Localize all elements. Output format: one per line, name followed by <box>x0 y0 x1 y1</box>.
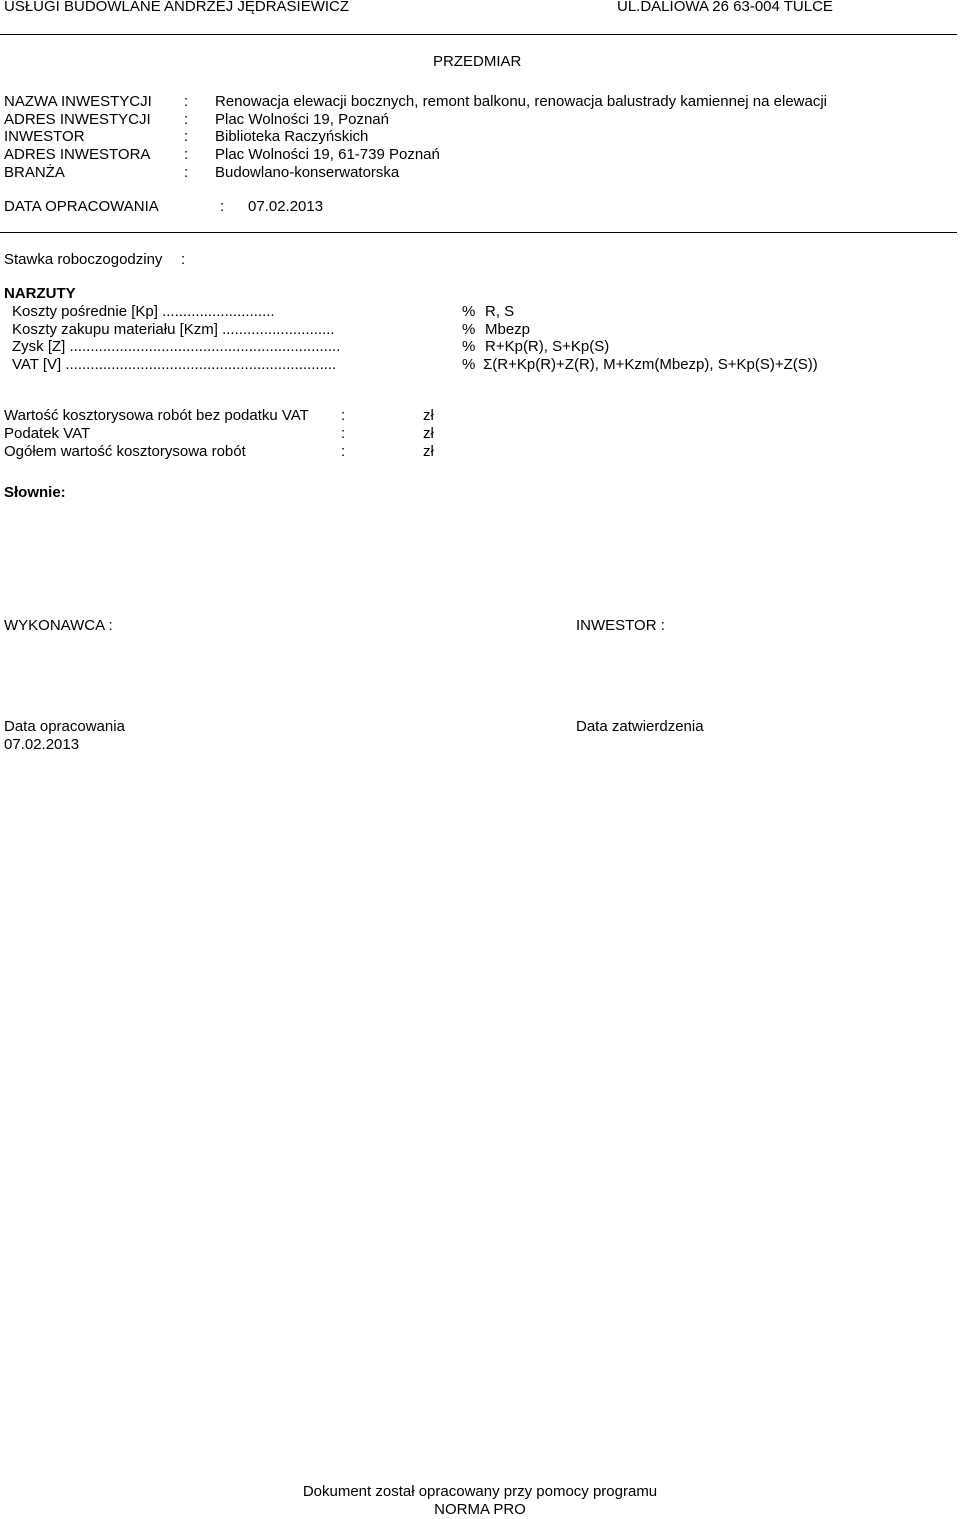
investor-label: INWESTOR : <box>576 617 665 634</box>
company-address: UL.DALIOWA 26 63-004 TULCE <box>617 0 833 15</box>
narzut-percent: % <box>462 338 476 355</box>
narzut-label: Koszty pośrednie [Kp] ........................... <box>12 303 275 320</box>
total-unit: zł <box>423 407 434 424</box>
info-label: INWESTOR <box>4 128 85 145</box>
info-separator: : <box>184 146 189 163</box>
narzut-percent: % <box>462 356 476 373</box>
narzut-label: VAT [V] ................................................................. <box>12 356 337 373</box>
footer-line: Dokument został opracowany przy pomocy programu <box>302 1483 658 1500</box>
date-divider <box>0 232 957 233</box>
date-separator: : <box>220 198 225 215</box>
total-separator: : <box>341 407 346 424</box>
info-separator: : <box>184 93 189 110</box>
prepared-date-value: 07.02.2013 <box>4 736 80 753</box>
narzut-label: Koszty zakupu materiału [Kzm] ........................... <box>12 321 335 338</box>
info-value: Plac Wolności 19, 61-739 Poznań <box>215 146 440 163</box>
document-title: PRZEDMIAR <box>433 53 522 70</box>
contractor-label: WYKONAWCA : <box>4 617 113 634</box>
approved-date-label: Data zatwierdzenia <box>576 718 704 735</box>
narzut-base: R+Kp(R), S+Kp(S) <box>485 338 610 355</box>
info-label: NAZWA INWESTYCJI <box>4 93 152 110</box>
info-value: Biblioteka Raczyńskich <box>215 128 369 145</box>
narzut-base: Σ(R+Kp(R)+Z(R), M+Kzm(Mbezp), S+Kp(S)+Z(S)) <box>483 356 818 373</box>
total-unit: zł <box>423 425 434 442</box>
amount-in-words-label: Słownie: <box>4 484 66 501</box>
total-unit: zł <box>423 443 434 460</box>
prepared-date-label: Data opracowania <box>4 718 125 735</box>
info-label: ADRES INWESTYCJI <box>4 111 151 128</box>
rate-separator: : <box>181 251 186 268</box>
total-label: Podatek VAT <box>4 425 91 442</box>
rate-label: Stawka roboczogodziny <box>4 251 163 268</box>
total-label: Ogółem wartość kosztorysowa robót <box>4 443 246 460</box>
info-value: Budowlano-konserwatorska <box>215 164 400 181</box>
narzut-base: R, S <box>485 303 515 320</box>
info-value: Plac Wolności 19, Poznań <box>215 111 389 128</box>
date-value: 07.02.2013 <box>248 198 324 215</box>
date-label: DATA OPRACOWANIA <box>4 198 159 215</box>
info-label: ADRES INWESTORA <box>4 146 151 163</box>
narzut-label: Zysk [Z] ................................................................. <box>12 338 341 355</box>
info-separator: : <box>184 164 189 181</box>
info-separator: : <box>184 111 189 128</box>
narzut-base: Mbezp <box>485 321 531 338</box>
total-separator: : <box>341 443 346 460</box>
narzuty-title: NARZUTY <box>4 285 76 302</box>
info-value: Renowacja elewacji bocznych, remont balkonu, renowacja balustrady kamiennej na elewacji <box>215 93 827 110</box>
narzut-percent: % <box>462 321 476 338</box>
company-name: USŁUGI BUDOWLANE ANDRZEJ JĘDRASIEWICZ <box>4 0 350 15</box>
total-label: Wartość kosztorysowa robót bez podatku VAT <box>4 407 309 424</box>
footer-program-name: NORMA PRO <box>434 1501 526 1518</box>
info-label: BRANŻA <box>4 164 65 181</box>
narzut-percent: % <box>462 303 476 320</box>
header-divider <box>0 34 957 35</box>
total-separator: : <box>341 425 346 442</box>
info-separator: : <box>184 128 189 145</box>
